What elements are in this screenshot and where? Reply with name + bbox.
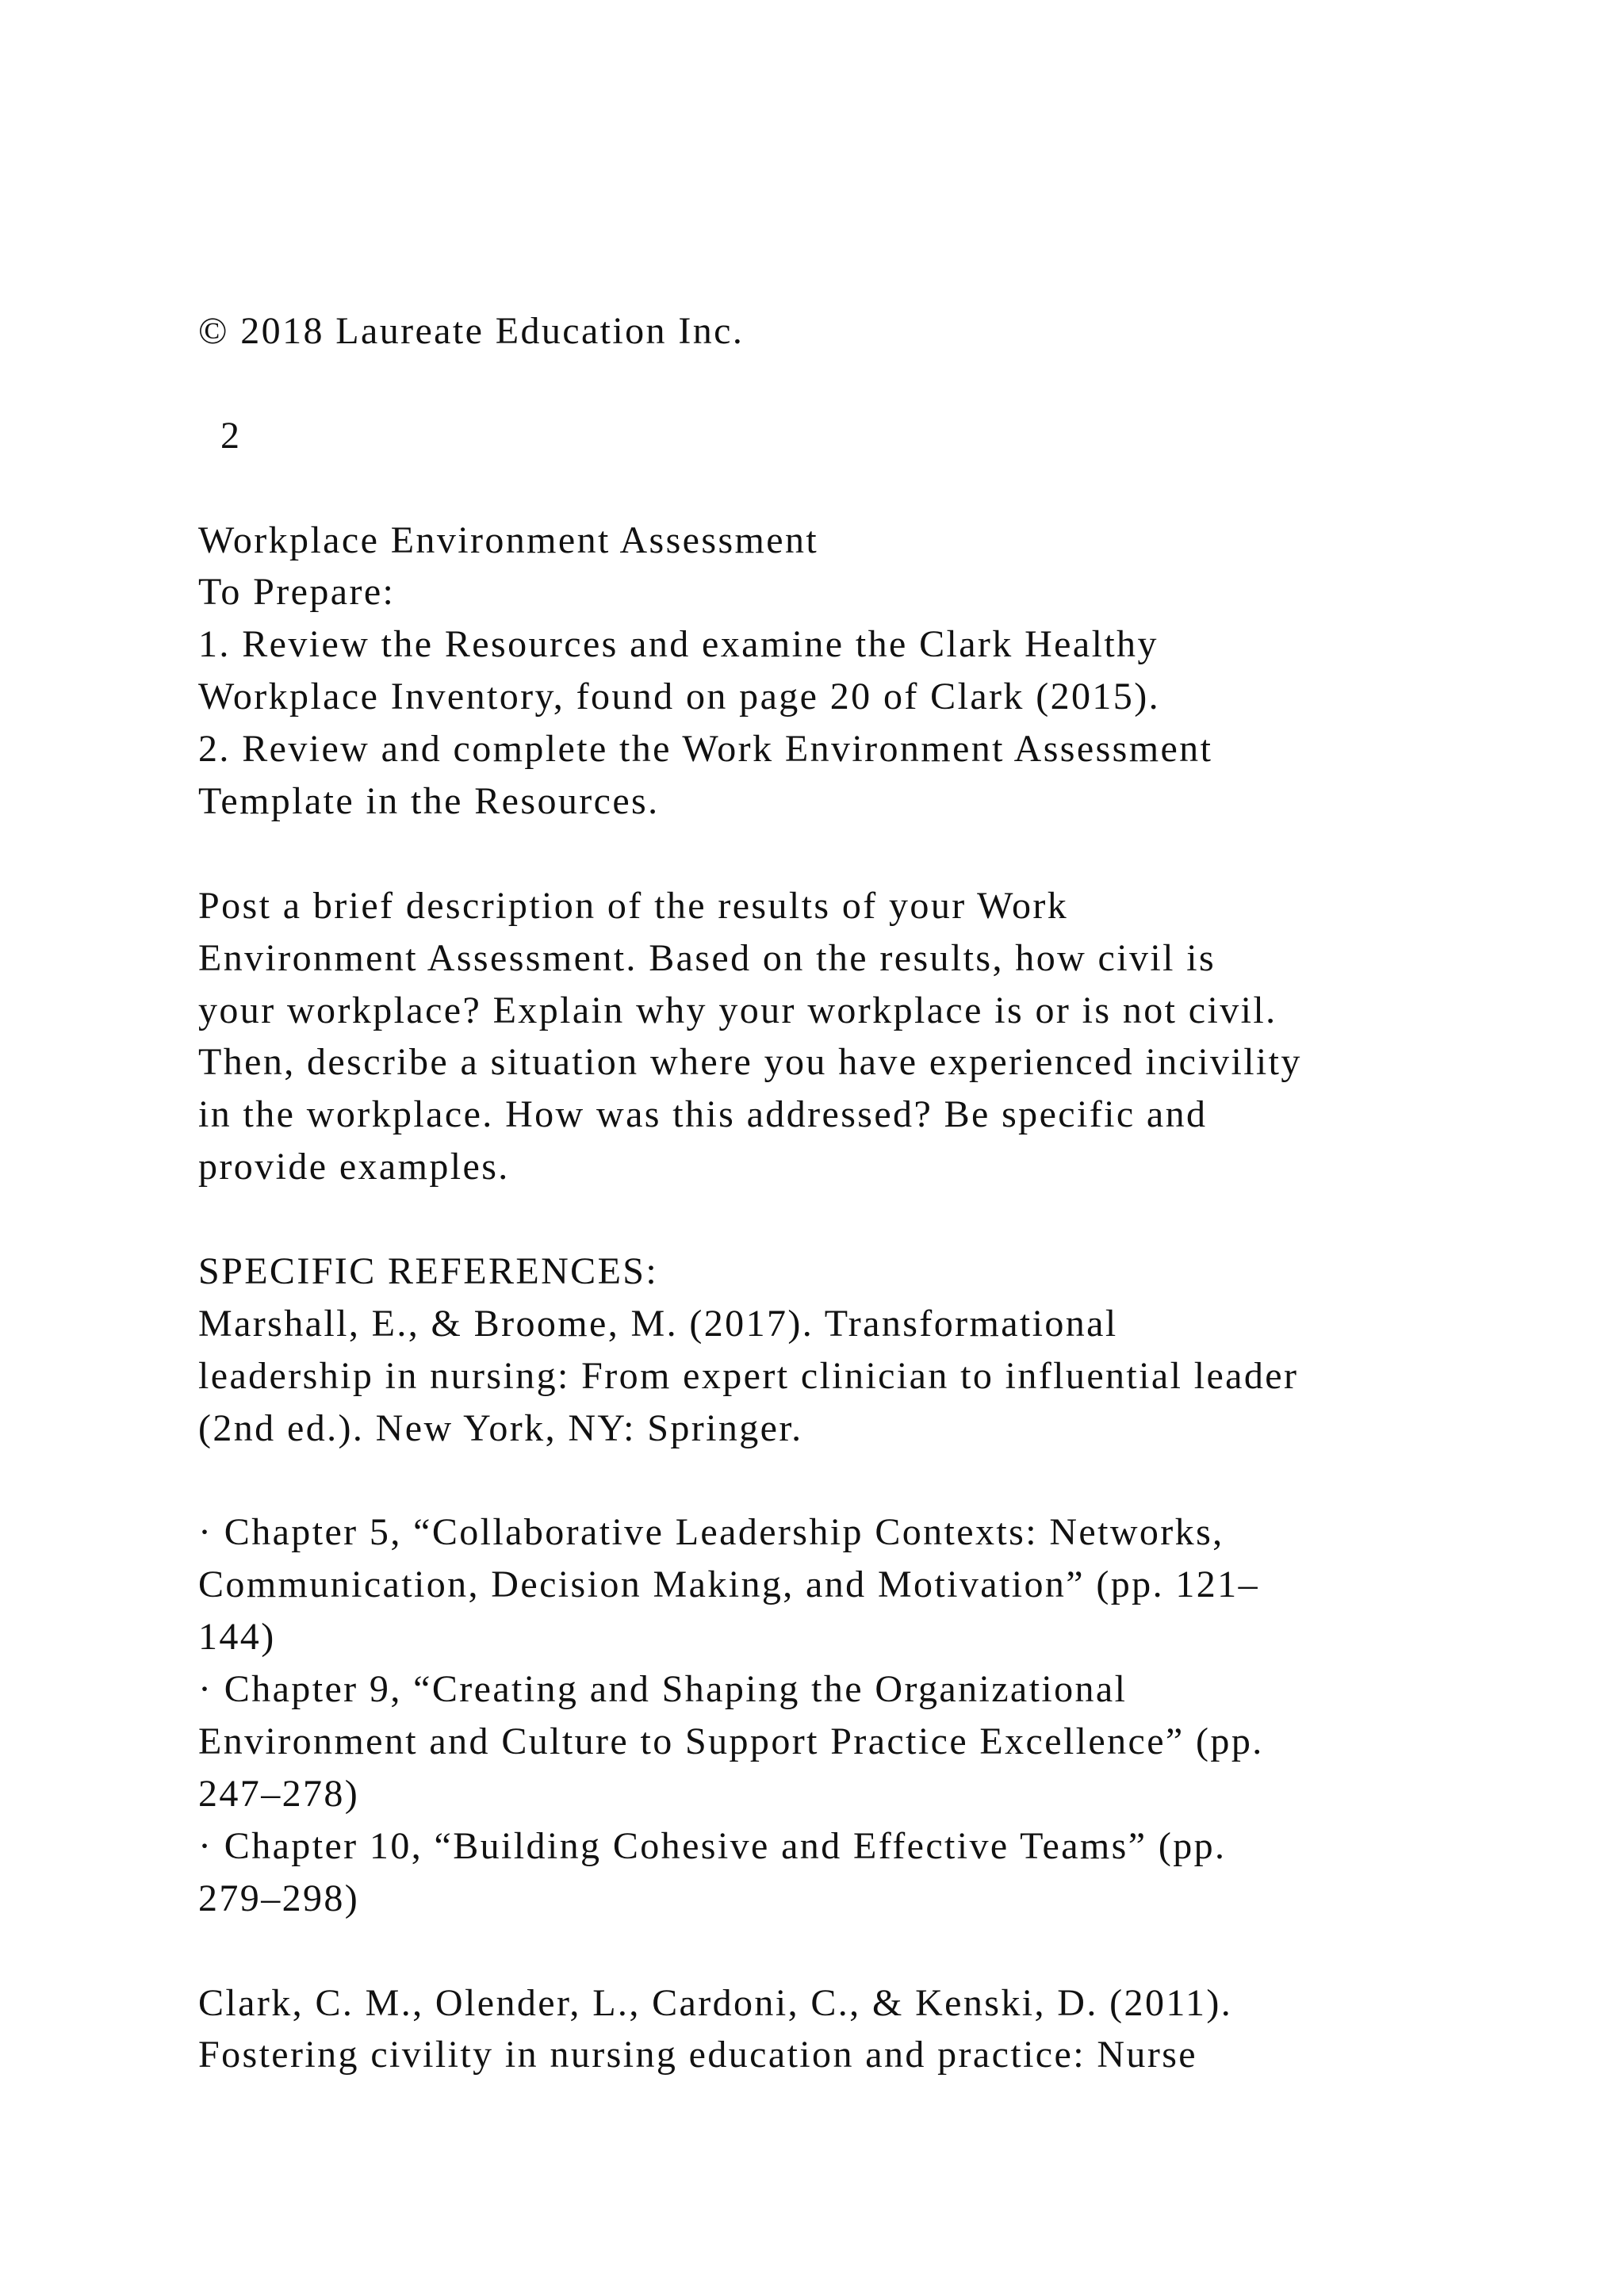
spacer <box>198 1925 1515 1977</box>
prepare-step-1-line-1: 1. Review the Resources and examine the Clark Healthy <box>198 623 1159 666</box>
chapter-9-line: · Chapter 9, “Creating and Shaping the Organizational <box>198 1668 1128 1711</box>
page-number: 2 <box>220 414 242 457</box>
reference-1-line: Marshall, E., & Broome, M. (2017). Transformational <box>198 1302 1118 1345</box>
chapter-5-line: · Chapter 5, “Collaborative Leadership Contexts: Networks, <box>198 1511 1224 1554</box>
reference-2-line: Fostering civility in nursing education and practice: Nurse <box>198 2034 1197 2076</box>
document-title: Workplace Environment Assessment <box>198 519 819 561</box>
spacer <box>198 358 1515 410</box>
spacer <box>198 1193 1515 1246</box>
copyright-line: © 2018 Laureate Education Inc. <box>198 310 745 352</box>
chapter-5-line: 144) <box>198 1616 276 1659</box>
spacer <box>198 462 1515 515</box>
prepare-step-2-line-1: 2. Review and complete the Work Environment Assessment <box>198 728 1213 771</box>
reference-2-line: Clark, C. M., Olender, L., Cardoni, C., & Kenski, D. (2011). <box>198 1981 1233 2024</box>
prompt-line: Then, describe a situation where you have experienced incivility <box>198 1041 1302 1084</box>
chapter-9-line: 247–278) <box>198 1772 360 1815</box>
references-heading: SPECIFIC REFERENCES: <box>198 1250 659 1293</box>
prompt-line: provide examples. <box>198 1146 510 1188</box>
prompt-line: your workplace? Explain why your workplace is or is not civil. <box>198 989 1277 1031</box>
chapter-5-line: Communication, Decision Making, and Motivation” (pp. 121– <box>198 1563 1259 1606</box>
reference-1-line: (2nd ed.). New York, NY: Springer. <box>198 1406 803 1449</box>
spacer <box>198 1455 1515 1507</box>
prompt-line: in the workplace. How was this addressed? Be specific and <box>198 1093 1208 1136</box>
reference-1-line: leadership in nursing: From expert clinician to influential leader <box>198 1354 1299 1397</box>
document-body <box>198 305 1515 2081</box>
chapter-10-line: 279–298) <box>198 1877 360 1919</box>
chapter-9-line: Environment and Culture to Support Practice Excellence” (pp. <box>198 1720 1264 1763</box>
to-prepare-label: To Prepare: <box>198 571 396 614</box>
chapter-10-line: · Chapter 10, “Building Cohesive and Effective Teams” (pp. <box>198 1824 1227 1867</box>
prompt-line: Environment Assessment. Based on the results, how civil is <box>198 936 1216 979</box>
prompt-line: Post a brief description of the results of your Work <box>198 884 1069 927</box>
prepare-step-2-line-2: Template in the Resources. <box>198 780 660 823</box>
spacer <box>198 828 1515 880</box>
prepare-step-1-line-2: Workplace Inventory, found on page 20 of Clark (2015). <box>198 675 1160 718</box>
